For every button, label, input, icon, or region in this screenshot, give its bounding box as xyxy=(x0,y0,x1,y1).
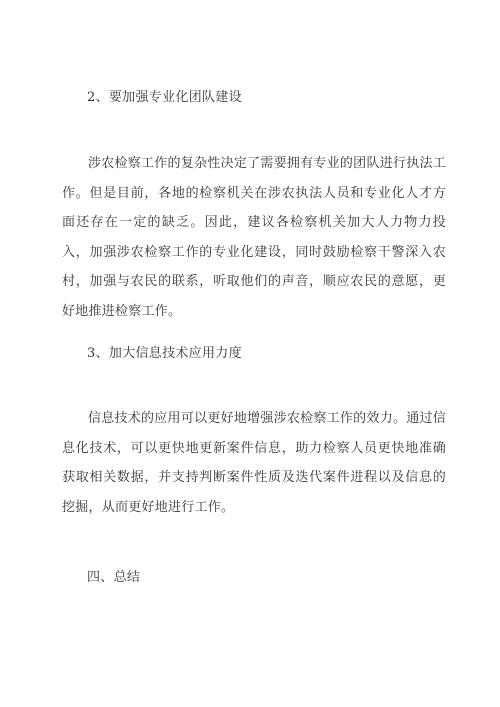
section-heading-summary: 四、总结 xyxy=(87,570,141,585)
section-heading-team-building: 2、要加强专业化团队建设 xyxy=(87,90,242,105)
section-paragraph-information-technology: 信息技术的应用可以更好地增强涉农检察工作的效力。通过信息化技术，可以更快地更新案件信息，助力检察人员更快地准确获取相关数据，并支持判断案件性质及迭代案件进程以及信息的挖掘，从而更好地进行工作。 xyxy=(62,411,446,515)
section-paragraph-team-building: 涉农检察工作的复杂性决定了需要拥有专业的团队进行执法工作。但是目前，各地的检察机关在涉农执法人员和专业化人才方面还存在一定的缺乏。因此，建议各检察机关加大人力物力投入，加强涉农检察工作的专业化建设，同时鼓励检察干警深入农村，加强与农民的联系，听取他们的声音，顺应农民的意愿，更好地推进检察工作。 xyxy=(62,156,446,319)
section-heading-information-technology: 3、加大信息技术应用力度 xyxy=(87,346,242,361)
